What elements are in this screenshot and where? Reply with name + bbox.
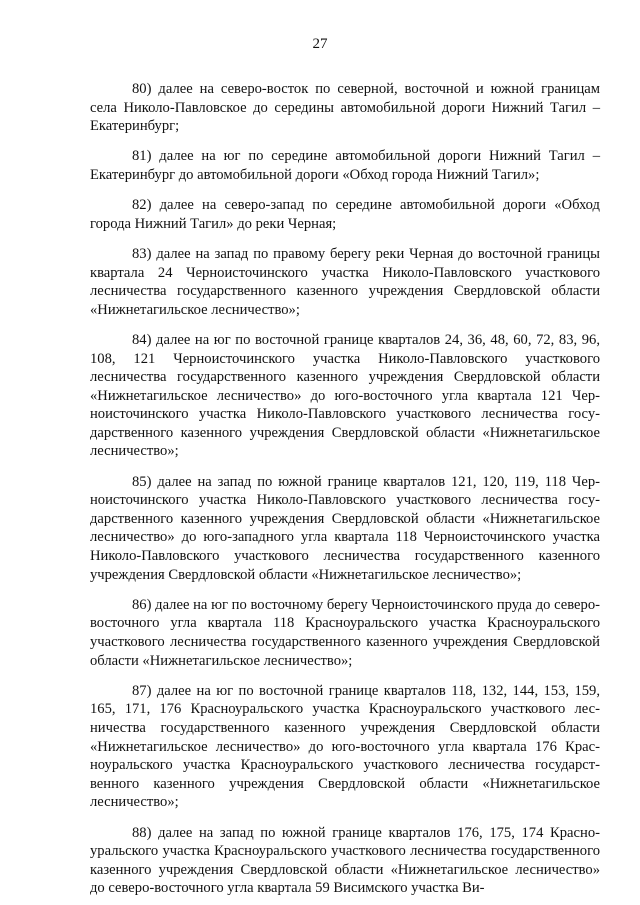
paragraph-87: 87) далее на юг по восточной границе кварталов 118, 132, 144, 153, 159, 165, 171, 176 Красноуральского участка Красноуральского участкового лесничества государственного казенного учреждения Свердловской области «Нижнетагильское лесничество» до юго-восточного угла квартала 176 Красноуральского участка Красноуральского участкового лесничества государственного казенного учреждения Свердловской области «Нижнетагильское лесничество»; <box>90 682 600 811</box>
paragraph-83: 83) далее на запад по правому берегу реки Черная до восточной границы квартала 24 Черноисточинского участка Николо-Павловского участкового лесничества государственного казенного учреждения Свердловской области «Нижнетагильское лесничество»; <box>90 245 600 318</box>
paragraph-85: 85) далее на запад по южной границе кварталов 121, 120, 119, 118 Черноисточинского участка Николо-Павловского участкового лесничества государственного казенного учреждения Свердловской области «Нижнетагильское лесничество» до юго-западного угла квартала 118 Черноисточинского участка Николо-Павловского участкового лесничества государственного казенного учреждения Свердловской области «Нижнетагильское лесничество»; <box>90 473 600 583</box>
document-body <box>90 80 600 898</box>
paragraph-84: 84) далее на юг по восточной границе кварталов 24, 36, 48, 60, 72, 83, 96, 108, 121 Черноисточинского участка Николо-Павловского участкового лесничества государственного казенного учреждения Свердловской области «Нижнетагильское лесничество» до юго-восточного угла квартала 121 Черноисточинского участка Николо-Павловского участкового лесничества государственного казенного учреждения Свердловской области «Нижнетагильское лесничество»; <box>90 331 600 460</box>
paragraph-88: 88) далее на запад по южной границе кварталов 176, 175, 174 Красноуральского участка Красноуральского участкового лесничества государственного казенного учреждения Свердловской области «Нижнетагильское лесничество» до северо-восточного угла квартала 59 Висимского участка Ви- <box>90 824 600 897</box>
paragraph-82: 82) далее на северо-запад по середине автомобильной дороги «Обход города Нижний Тагил» до реки Черная; <box>90 197 600 232</box>
paragraph-86: 86) далее на юг по восточному берегу Черноисточинского пруда до северо-восточного угла квартала 118 Красноуральского участка Красноуральского участкового лесничества государственного казенного учреждения Свердловской области «Нижнетагильское лесничество»; <box>90 596 600 669</box>
paragraph-81: 81) далее на юг по середине автомобильной дороги Нижний Тагил – Екатеринбург до автомобильной дороги «Обход города Нижний Тагил»; <box>90 148 600 183</box>
page-number: 27 <box>312 36 328 52</box>
paragraph-80: 80) далее на северо-восток по северной, восточной и южной границам села Николо-Павловское до середины автомобильной дороги Нижний Тагил – Екатеринбург; <box>90 81 600 135</box>
